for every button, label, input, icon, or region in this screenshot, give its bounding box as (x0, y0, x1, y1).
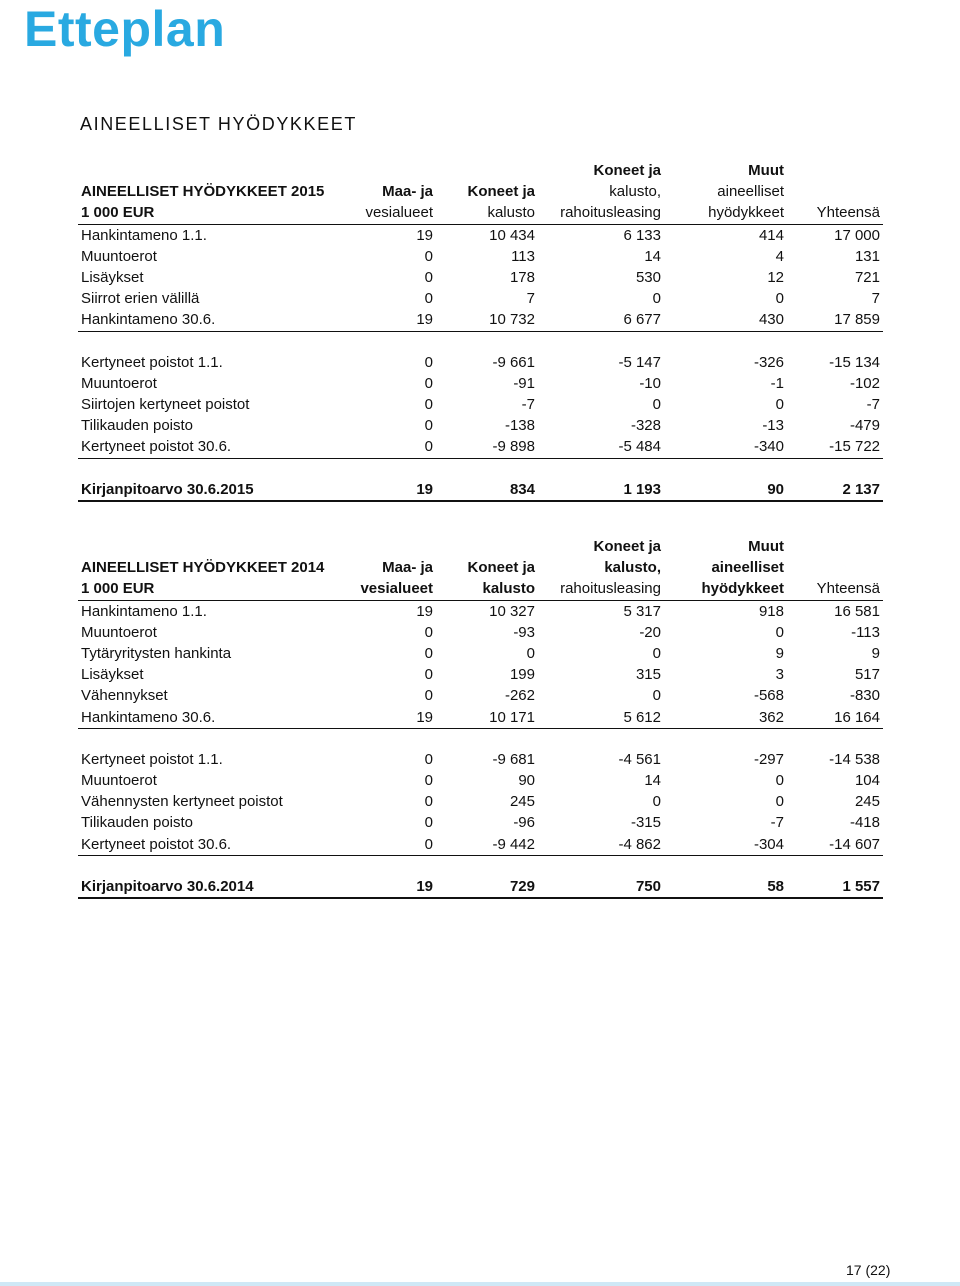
col-header-machinery: kalusto (436, 578, 538, 600)
row-value: 90 (664, 479, 787, 501)
row-value: 0 (775, 793, 784, 811)
row-value: -479 (849, 417, 880, 435)
row-label: Tytäryritysten hankinta (81, 645, 232, 663)
col-header-other: hyödykkeet (664, 202, 787, 224)
row-label: Kirjanpitoarvo 30.6.2015 (78, 479, 348, 501)
row-value: -262 (504, 687, 535, 705)
row-value: 362 (664, 707, 787, 729)
table-row (78, 749, 883, 770)
row-value: 6 133 (623, 226, 661, 244)
row-value: 19 (348, 707, 436, 729)
row-value: 0 (424, 353, 433, 371)
row-value: 0 (348, 436, 436, 458)
row-value: 0 (424, 623, 433, 641)
assets-table-2014 (78, 536, 883, 899)
table-row (78, 394, 883, 415)
row-value: 834 (436, 479, 538, 501)
etteplan-logo: Etteplan (24, 1, 226, 57)
row-value: -7 (521, 396, 535, 414)
row-value: 0 (775, 623, 784, 641)
row-label: Hankintameno 1.1. (81, 602, 207, 620)
row-label: Hankintameno 1.1. (81, 226, 207, 244)
row-label: Muuntoerot (81, 374, 157, 392)
row-label: Muuntoerot (81, 772, 157, 790)
col-header-machinery: kalusto (436, 202, 538, 224)
row-value: 19 (416, 226, 433, 244)
row-value: 104 (854, 772, 880, 790)
row-label: Tilikauden poisto (81, 814, 194, 832)
row-value: -304 (664, 834, 787, 856)
table-row (78, 834, 883, 856)
col-header-land: Maa- ja (382, 183, 433, 201)
row-value: 0 (424, 417, 433, 435)
assets-table-2015 (78, 160, 883, 502)
row-value: -4 561 (618, 750, 661, 768)
row-value: 7 (871, 290, 880, 308)
row-value: 10 171 (436, 707, 538, 729)
row-value: -13 (762, 417, 784, 435)
row-value: -113 (851, 623, 880, 641)
row-value: 5 317 (623, 602, 661, 620)
row-value: 3 (775, 666, 784, 684)
footer-bar (0, 1282, 960, 1286)
row-value: 750 (538, 876, 664, 898)
row-value: 0 (775, 290, 784, 308)
row-label: Tilikauden poisto (81, 417, 194, 435)
row-value: 131 (854, 247, 880, 265)
table-row (78, 791, 883, 812)
table-row (78, 643, 883, 664)
row-value: 0 (424, 247, 433, 265)
col-header-other: Muut (748, 538, 784, 555)
row-value: -96 (513, 814, 535, 832)
row-label: Vähennysten kertyneet poistot (81, 793, 283, 811)
row-value: 0 (424, 793, 433, 811)
row-value: -315 (630, 814, 661, 832)
col-header-other: aineelliset (717, 183, 784, 201)
table-row (78, 600, 883, 622)
table-row (78, 664, 883, 685)
col-header-other: Muut (748, 162, 784, 179)
row-value: -9 898 (436, 436, 538, 458)
table-row (78, 812, 883, 833)
row-label: Lisäykset (81, 666, 144, 684)
row-value: 6 677 (538, 309, 664, 331)
row-label: Kertyneet poistot 1.1. (81, 353, 223, 371)
row-label: Lisäykset (81, 269, 144, 287)
row-value: 0 (652, 290, 661, 308)
page-number: 17 (22) (846, 1262, 891, 1278)
row-value: 19 (348, 309, 436, 331)
row-value: 113 (511, 247, 535, 265)
row-value: -9 442 (436, 834, 538, 856)
row-label: Kertyneet poistot 1.1. (81, 750, 223, 768)
col-header-machinery: Koneet ja (467, 559, 535, 577)
row-label: Muuntoerot (81, 247, 157, 265)
table-row (78, 246, 883, 267)
row-label: Siirtojen kertyneet poistot (81, 396, 250, 414)
row-value: 16 164 (787, 707, 883, 729)
row-value: 414 (758, 226, 784, 244)
row-value: 5 612 (538, 707, 664, 729)
col-header-other: aineelliset (711, 559, 784, 577)
row-value: -1 (770, 374, 784, 392)
row-value: -138 (504, 417, 535, 435)
table-row (78, 436, 883, 458)
col-header-leasing: rahoitusleasing (538, 578, 664, 600)
row-value: 1 193 (538, 479, 664, 501)
row-value: 0 (652, 396, 661, 414)
row-value: 19 (348, 876, 436, 898)
spacer-row (78, 728, 883, 749)
row-value: 58 (664, 876, 787, 898)
row-value: 729 (436, 876, 538, 898)
row-value: 0 (424, 396, 433, 414)
row-label: Hankintameno 30.6. (78, 309, 348, 331)
row-value: -15 722 (787, 436, 883, 458)
row-value: 199 (509, 666, 535, 684)
row-value: 9 (871, 645, 880, 663)
row-value: 7 (526, 290, 535, 308)
table-row (78, 707, 883, 729)
row-value: 2 137 (787, 479, 883, 501)
row-value: 0 (652, 793, 661, 811)
row-label: Kertyneet poistot 30.6. (78, 436, 348, 458)
col-header-leasing: Koneet ja (593, 162, 661, 179)
row-value: -326 (753, 353, 784, 371)
row-value: -14 538 (829, 750, 880, 768)
row-value: 0 (526, 645, 535, 663)
row-value: 0 (348, 834, 436, 856)
row-value: -9 661 (492, 353, 535, 371)
row-value: -7 (770, 814, 784, 832)
table-row (78, 373, 883, 394)
row-value: -102 (849, 374, 880, 392)
row-value: 9 (775, 645, 784, 663)
table-title: AINEELLISET HYÖDYKKEET 2015 (81, 183, 325, 201)
row-value: 0 (424, 290, 433, 308)
row-value: 0 (424, 772, 433, 790)
row-label: Kirjanpitoarvo 30.6.2014 (78, 876, 348, 898)
col-header-land: Maa- ja (382, 559, 433, 577)
table-row (78, 685, 883, 706)
row-value: 245 (854, 793, 880, 811)
row-value: 14 (644, 772, 661, 790)
row-value: -20 (639, 623, 661, 641)
row-value: 0 (424, 750, 433, 768)
row-value: -340 (664, 436, 787, 458)
row-value: 0 (652, 687, 661, 705)
row-value: 918 (758, 602, 784, 620)
row-value: -5 484 (538, 436, 664, 458)
row-value: 10 327 (489, 602, 535, 620)
row-value: -14 607 (787, 834, 883, 856)
table-title: AINEELLISET HYÖDYKKEET 2014 (81, 559, 325, 577)
row-label: Kertyneet poistot 30.6. (78, 834, 348, 856)
row-value: 0 (775, 772, 784, 790)
row-value: 721 (854, 269, 880, 287)
row-label: Muuntoerot (81, 623, 157, 641)
row-value: 17 859 (787, 309, 883, 331)
row-value: 517 (854, 666, 880, 684)
row-value: 245 (509, 793, 535, 811)
row-value: 0 (424, 687, 433, 705)
col-header-land: vesialueet (348, 578, 436, 600)
total-row (78, 479, 883, 501)
row-value: -297 (753, 750, 784, 768)
total-row (78, 876, 883, 898)
row-value: 0 (424, 666, 433, 684)
col-header-total: Yhteensä (787, 578, 883, 600)
row-value: -568 (753, 687, 784, 705)
row-value: 12 (767, 269, 784, 287)
col-header-leasing: kalusto, (604, 559, 661, 577)
row-value: 0 (424, 269, 433, 287)
row-value: 1 557 (787, 876, 883, 898)
row-value: 530 (635, 269, 661, 287)
row-value: -4 862 (538, 834, 664, 856)
row-value: -328 (630, 417, 661, 435)
row-value: 10 434 (489, 226, 535, 244)
table-row (78, 770, 883, 791)
row-value: 19 (416, 602, 433, 620)
row-value: 4 (775, 247, 784, 265)
row-value: 19 (348, 479, 436, 501)
row-value: -830 (849, 687, 880, 705)
row-value: 16 581 (834, 602, 880, 620)
row-value: -91 (513, 374, 535, 392)
row-value: -7 (866, 396, 880, 414)
row-value: 0 (424, 645, 433, 663)
col-header-land: vesialueet (348, 202, 436, 224)
table-row (78, 288, 883, 309)
row-value: 315 (635, 666, 661, 684)
row-value: 0 (652, 645, 661, 663)
col-header-leasing: Koneet ja (593, 538, 661, 555)
row-label: Vähennykset (81, 687, 168, 705)
row-value: 10 732 (436, 309, 538, 331)
spacer-row (78, 331, 883, 352)
table-row (78, 622, 883, 643)
spacer-row (78, 855, 883, 876)
section-title: AINEELLISET HYÖDYKKEET (80, 114, 357, 134)
col-header-leasing: rahoitusleasing (538, 202, 664, 224)
table-row (78, 352, 883, 373)
row-value: 0 (424, 814, 433, 832)
row-value: 0 (775, 396, 784, 414)
table-row (78, 309, 883, 331)
row-value: 14 (644, 247, 661, 265)
spacer-row (78, 458, 883, 479)
col-header-total: Yhteensä (787, 202, 883, 224)
row-value: -10 (639, 374, 661, 392)
col-header-leasing: kalusto, (609, 183, 661, 201)
row-value: 90 (518, 772, 535, 790)
row-label: Hankintameno 30.6. (78, 707, 348, 729)
table-unit: 1 000 EUR (78, 578, 348, 600)
row-value: 0 (424, 374, 433, 392)
row-label: Siirrot erien välillä (81, 290, 200, 308)
row-value: 430 (664, 309, 787, 331)
row-value: -9 681 (492, 750, 535, 768)
row-value: -93 (513, 623, 535, 641)
col-header-machinery: Koneet ja (467, 183, 535, 201)
row-value: -5 147 (618, 353, 661, 371)
row-value: 178 (509, 269, 535, 287)
table-row (78, 224, 883, 246)
table-row (78, 267, 883, 288)
col-header-other: hyödykkeet (664, 578, 787, 600)
table-row (78, 415, 883, 436)
row-value: 17 000 (834, 226, 880, 244)
row-value: -418 (849, 814, 880, 832)
row-value: -15 134 (829, 353, 880, 371)
table-unit: 1 000 EUR (78, 202, 348, 224)
